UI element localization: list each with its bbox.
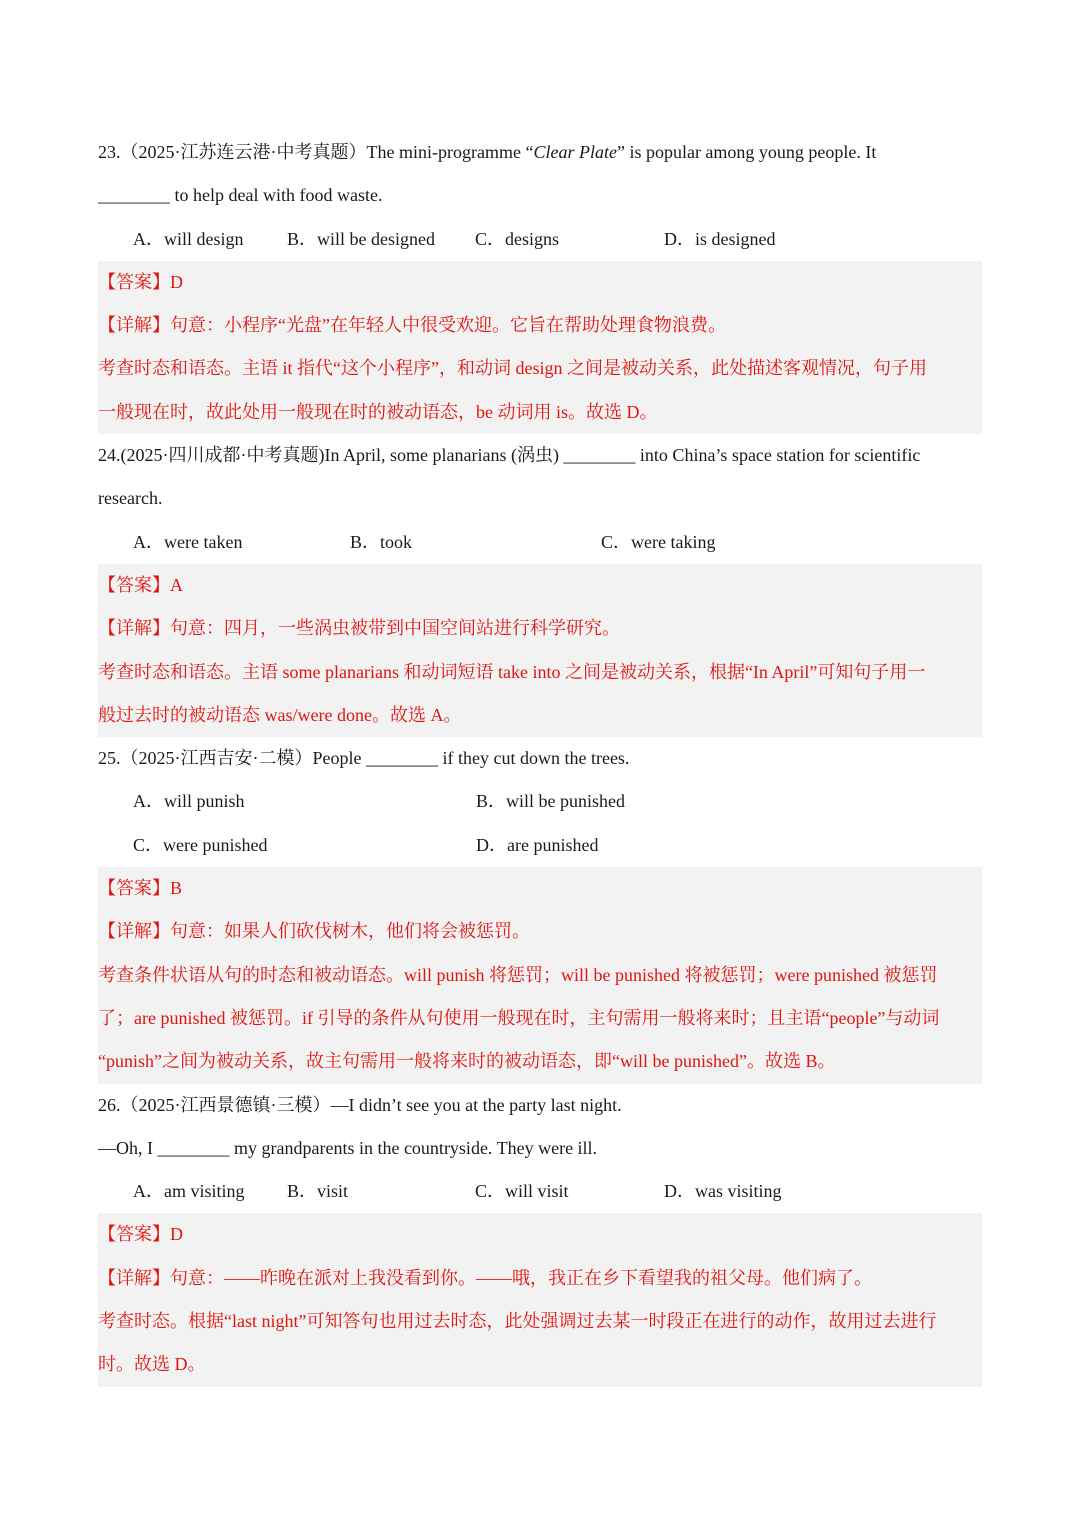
option-b: B．took — [350, 531, 413, 552]
worksheet-page — [98, 131, 982, 1387]
stem-text: People ________ if they cut down the trees. — [312, 748, 630, 769]
stem-text: In April, some planarians (涡虫) ________ into China’s space station for scientific — [324, 445, 921, 466]
detail-line: 【详解】句意：四月，一些涡虫被带到中国空间站进行科学研究。 — [98, 618, 620, 639]
option-b: B．visit — [287, 1181, 349, 1202]
question-number: 24. — [98, 445, 121, 466]
answer-box — [98, 261, 982, 434]
question-25 — [98, 737, 982, 1083]
option-b: B．will be punished — [476, 791, 625, 812]
detail-line: 【详解】句意：——昨晚在派对上我没看到你。——哦，我正在乡下看望我的祖父母。他们病了。 — [98, 1267, 872, 1288]
detail-line: 考查时态。根据“last night”可知答句也用过去时态，此处强调过去某一时段正在进行的动作，故用过去进行 — [98, 1311, 937, 1332]
detail-line: “punish”之间为被动关系，故主句需用一般将来时的被动语态，即“will be punished”。故选 B。 — [98, 1051, 836, 1072]
detail-line: 了；are punished 被惩罚。if 引导的条件从句使用一般现在时，主句需用一般将来时；且主语“people”与动词 — [98, 1007, 940, 1028]
question-number: 25. — [98, 748, 121, 769]
answer-box — [98, 867, 982, 1083]
question-24 — [98, 434, 982, 737]
question-26 — [98, 1084, 982, 1387]
question-stem — [98, 1084, 982, 1127]
option-c: C．were taking — [601, 531, 716, 552]
answer-box — [98, 1213, 982, 1386]
option-a: A．am visiting — [133, 1181, 245, 1202]
detail-line: 考查时态和语态。主语 it 指代“这个小程序”，和动词 design 之间是被动关系，此处描述客观情况，句子用 — [98, 358, 927, 379]
answer-line: 【答案】D — [98, 1224, 183, 1245]
detail-line: 考查条件状语从句的时态和被动语态。will punish 将惩罚；will be punished 将被惩罚；were punished 被惩罚 — [98, 964, 938, 985]
stem-text: The mini-programme “ — [366, 142, 534, 162]
question-23 — [98, 131, 982, 434]
answer-line: 【答案】D — [98, 271, 183, 292]
question-stem-line2: research. — [98, 488, 163, 509]
option-a: A．will punish — [133, 791, 245, 812]
option-b: B．will be designed — [287, 228, 435, 249]
detail-line: 【详解】句意：小程序“光盘”在年轻人中很受欢迎。它旨在帮助处理食物浪费。 — [98, 315, 726, 336]
option-c: C．designs — [475, 228, 560, 249]
question-stem — [98, 434, 982, 477]
options-row — [98, 824, 982, 867]
answer-line: 【答案】B — [98, 878, 183, 899]
question-stem-line2: —Oh, I ________ my grandparents in the countryside. They were ill. — [98, 1137, 598, 1158]
option-a: A．will design — [133, 228, 244, 249]
options-row — [98, 1170, 982, 1213]
detail-line: 考查时态和语态。主语 some planarians 和动词短语 take into 之间是被动关系，根据“In April”可知句子用一 — [98, 661, 926, 682]
option-c: C．will visit — [475, 1181, 569, 1202]
detail-line: 一般现在时，故此处用一般现在时的被动语态，be 动词用 is。故选 D。 — [98, 401, 658, 422]
option-d: D．is designed — [664, 228, 776, 249]
stem-text: —I didn’t see you at the party last night. — [330, 1094, 622, 1115]
stem-italic-text: Clear Plate — [533, 142, 617, 162]
option-a: A．were taken — [133, 531, 243, 552]
options-row — [98, 780, 982, 823]
question-source: （2025·江苏连云港·中考真题） — [120, 142, 367, 162]
question-stem — [98, 737, 982, 780]
question-source: （2025·江西吉安·二模） — [120, 748, 313, 769]
detail-line: 时。故选 D。 — [98, 1354, 206, 1375]
question-number: 26. — [98, 1094, 121, 1115]
stem-text: ” is popular among young people. It — [616, 142, 877, 162]
detail-line: 般过去时的被动语态 was/were done。故选 A。 — [98, 704, 462, 725]
option-d: D．are punished — [476, 834, 599, 855]
question-stem-line2: ________ to help deal with food waste. — [98, 185, 383, 206]
detail-line: 【详解】句意：如果人们砍伐树木，他们将会被惩罚。 — [98, 921, 530, 942]
answer-line: 【答案】A — [98, 574, 183, 595]
options-row — [98, 218, 982, 261]
question-source: (2025·四川成都·中考真题) — [120, 445, 325, 466]
question-stem — [98, 131, 982, 174]
option-c: C．were punished — [133, 834, 268, 855]
question-source: （2025·江西景德镇·三模） — [120, 1094, 331, 1115]
option-d: D．was visiting — [664, 1181, 782, 1202]
answer-box — [98, 564, 982, 737]
options-row — [98, 521, 982, 564]
question-number: 23. — [98, 142, 121, 162]
